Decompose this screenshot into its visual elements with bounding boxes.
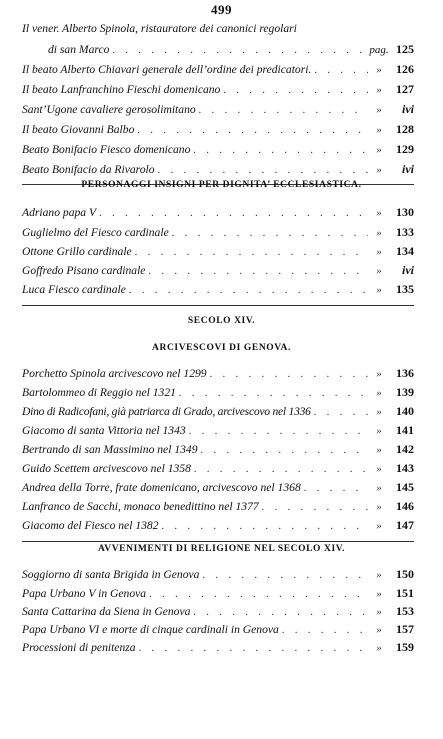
toc-entry-page: 126 — [396, 62, 414, 76]
toc-entry-title: Beato Bonifacio da Rivarolo — [22, 163, 155, 176]
toc-entry — [22, 223, 414, 241]
toc-entry — [22, 584, 414, 602]
dot-leader — [199, 567, 368, 585]
toc-entry-ref: » — [376, 624, 382, 636]
dot-leader — [134, 122, 368, 140]
toc-entry-title: Lanfranco de Sacchi, monaco benedittino nel 1377 — [22, 500, 259, 513]
dot-leader — [207, 366, 368, 384]
toc-entry-ref: » — [376, 84, 382, 96]
toc-entry-title: Adriano papa V — [22, 206, 97, 219]
toc-entry — [22, 20, 414, 38]
toc-entry-ref: » — [376, 606, 382, 618]
dot-leader — [132, 244, 368, 262]
toc-entry-page: ivi — [402, 162, 414, 176]
section-divider — [22, 541, 414, 542]
toc-entry-page: 141 — [396, 423, 414, 437]
toc-entry-ref: » — [376, 406, 382, 418]
toc-entry-title: Il beato Giovanni Balbo — [22, 123, 135, 136]
toc-entry-page: 145 — [396, 480, 414, 494]
section-heading: ARCIVESCOVI DI GENOVA. — [152, 343, 291, 353]
dot-leader — [190, 142, 368, 160]
dot-leader — [196, 102, 368, 120]
dot-leader — [136, 640, 368, 658]
toc-entry-ref: » — [376, 284, 382, 296]
toc-entry-title: Il beato Lanfranchino Fieschi domenicano — [22, 83, 221, 96]
toc-entry-title: Guido Scettem arcivescovo nel 1358 — [22, 462, 191, 475]
toc-entry — [22, 602, 414, 620]
toc-entry-ref: » — [376, 463, 382, 475]
toc-entry — [22, 80, 414, 98]
section-heading: PERSONAGGI INSIGNI PER DIGNITA’ ECCLESIASTICA. — [81, 180, 362, 190]
toc-entry — [22, 440, 414, 458]
toc-entry-ref: » — [376, 265, 382, 277]
toc-entry — [22, 120, 414, 138]
toc-entry — [22, 565, 414, 583]
toc-entry-page: 142 — [396, 442, 414, 456]
toc-entry — [22, 140, 414, 158]
toc-entry-title: Dino di Radicofani, già patriarca di Grado, arcivescovo nel 1336 — [22, 405, 311, 418]
toc-entry-page: 146 — [396, 499, 414, 513]
toc-entry-title: Papa Urbano VI e morte di cinque cardinali in Genova — [22, 623, 279, 636]
toc-entry-ref: » — [376, 482, 382, 494]
toc-entry-page: 140 — [396, 404, 414, 418]
toc-entry-page: 150 — [396, 567, 414, 581]
toc-entry — [22, 100, 414, 118]
toc-entry-page: 130 — [396, 205, 414, 219]
toc-entry-page: 135 — [396, 282, 414, 296]
toc-entry-title: Bertrando di san Massimino nel 1349 — [22, 443, 198, 456]
toc-entry-title: Sant’Ugone cavaliere gerosolimitano — [22, 103, 196, 116]
toc-entry-page: 159 — [396, 640, 414, 654]
toc-entry — [22, 203, 414, 221]
toc-entry-title: Processioni di penitenza — [22, 641, 136, 654]
toc-entry-ref: » — [376, 164, 382, 176]
toc-entry — [22, 364, 414, 382]
toc-entry-ref: » — [376, 425, 382, 437]
toc-entry — [22, 280, 414, 298]
dot-leader — [191, 461, 368, 479]
toc-entry-ref: » — [376, 64, 382, 76]
toc-entry-ref: » — [376, 207, 382, 219]
toc-entry-ref: » — [376, 501, 382, 513]
toc-entry-title: Il beato Alberto Chiavari generale dell’ordine dei predicatori. — [22, 63, 312, 76]
toc-entry — [22, 478, 414, 496]
toc-entry-page: 147 — [396, 518, 414, 532]
toc-entry-ref: » — [376, 520, 382, 532]
toc-entry — [22, 383, 414, 401]
dot-leader — [176, 385, 368, 403]
toc-entry — [22, 60, 414, 78]
toc-entry-title: Ottone Grillo cardinale — [22, 245, 132, 258]
toc-entry-ref: » — [376, 246, 382, 258]
toc-entry — [22, 160, 414, 178]
toc-entry — [22, 242, 414, 260]
page-number: 499 — [211, 2, 232, 17]
toc-entry-title: Soggiorno di santa Brigida in Genova — [22, 568, 200, 581]
dot-leader — [301, 480, 368, 498]
toc-entry — [22, 620, 414, 638]
toc-entry — [22, 261, 414, 279]
toc-entry-title: Giacomo del Fiesco nel 1382 — [22, 519, 159, 532]
toc-entry — [22, 421, 414, 439]
section-heading: SECOLO XIV. — [187, 316, 256, 326]
toc-entry-ref: » — [376, 642, 382, 654]
toc-entry-ref: » — [376, 227, 382, 239]
toc-entry-title: Luca Fiesco cardinale — [22, 283, 126, 296]
toc-entry-page: 153 — [396, 604, 414, 618]
toc-entry-ref: » — [376, 387, 382, 399]
toc-entry-title: Papa Urbano V in Genova — [22, 587, 147, 600]
toc-entry-ref: » — [376, 124, 382, 136]
toc-entry-title: di san Marco — [48, 43, 110, 56]
toc-entry-title: Beato Bonifacio Fiesco domenicano — [22, 143, 191, 156]
dot-leader — [145, 263, 368, 281]
toc-entry-title: Guglielmo del Fiesco cardinale — [22, 226, 169, 239]
toc-entry-title: Bartolommeo di Reggio nel 1321 — [22, 386, 176, 399]
dot-leader — [311, 404, 368, 422]
toc-entry-ref: » — [376, 569, 382, 581]
toc-entry-title: Goffredo Pisano cardinale — [22, 264, 146, 277]
dot-leader — [186, 423, 368, 441]
dot-leader — [220, 82, 368, 100]
section-heading: AVVENIMENTI DI RELIGIONE NEL SECOLO XIV. — [98, 544, 345, 554]
toc-entry-page: 128 — [396, 122, 414, 136]
toc-entry-title: Porchetto Spinola arcivescovo nel 1299 — [22, 367, 207, 380]
dot-leader — [159, 518, 368, 536]
toc-entry-ref: » — [376, 368, 382, 380]
toc-entry-page: 139 — [396, 385, 414, 399]
toc-entry — [22, 402, 414, 420]
dot-leader — [126, 282, 368, 300]
toc-entry-page: 133 — [396, 225, 414, 239]
toc-entry — [22, 459, 414, 477]
toc-entry — [22, 497, 414, 515]
toc-entry-page: ivi — [402, 263, 414, 277]
toc-entry-page: 127 — [396, 82, 414, 96]
dot-leader — [109, 42, 368, 60]
toc-entry-title: Il vener. Alberto Spinola, ristauratore dei canonici regolari — [22, 22, 297, 35]
dot-leader — [169, 225, 368, 243]
dot-leader — [198, 442, 368, 460]
toc-entry-page: 129 — [396, 142, 414, 156]
toc-entry-title: Santa Cattarina da Siena in Genova — [22, 605, 191, 618]
toc-entry-title: Giacomo di santa Vittoria nel 1343 — [22, 424, 186, 437]
toc-entry-page: 134 — [396, 244, 414, 258]
toc-entry-ref: » — [376, 104, 382, 116]
toc-entry-title: Andrea della Torre, frate domenicano, arcivescovo nel 1368 — [22, 481, 301, 494]
toc-entry-page: 136 — [396, 366, 414, 380]
toc-entry-page: ivi — [402, 102, 414, 116]
dot-leader — [259, 499, 368, 517]
section-divider — [22, 305, 414, 306]
toc-entry-page: 143 — [396, 461, 414, 475]
toc-entry — [22, 516, 414, 534]
toc-entry-ref: pag. — [369, 44, 389, 56]
toc-entry-page: 157 — [396, 622, 414, 636]
dot-leader — [155, 162, 368, 180]
toc-entry-ref: » — [376, 144, 382, 156]
toc-entry-page: 151 — [396, 586, 414, 600]
toc-entry — [48, 40, 414, 58]
dot-leader — [311, 62, 368, 80]
toc-entry — [22, 638, 414, 656]
toc-entry-ref: » — [376, 444, 382, 456]
dot-leader — [96, 205, 368, 223]
toc-entry-page: 125 — [396, 42, 414, 56]
toc-entry-ref: » — [376, 588, 382, 600]
